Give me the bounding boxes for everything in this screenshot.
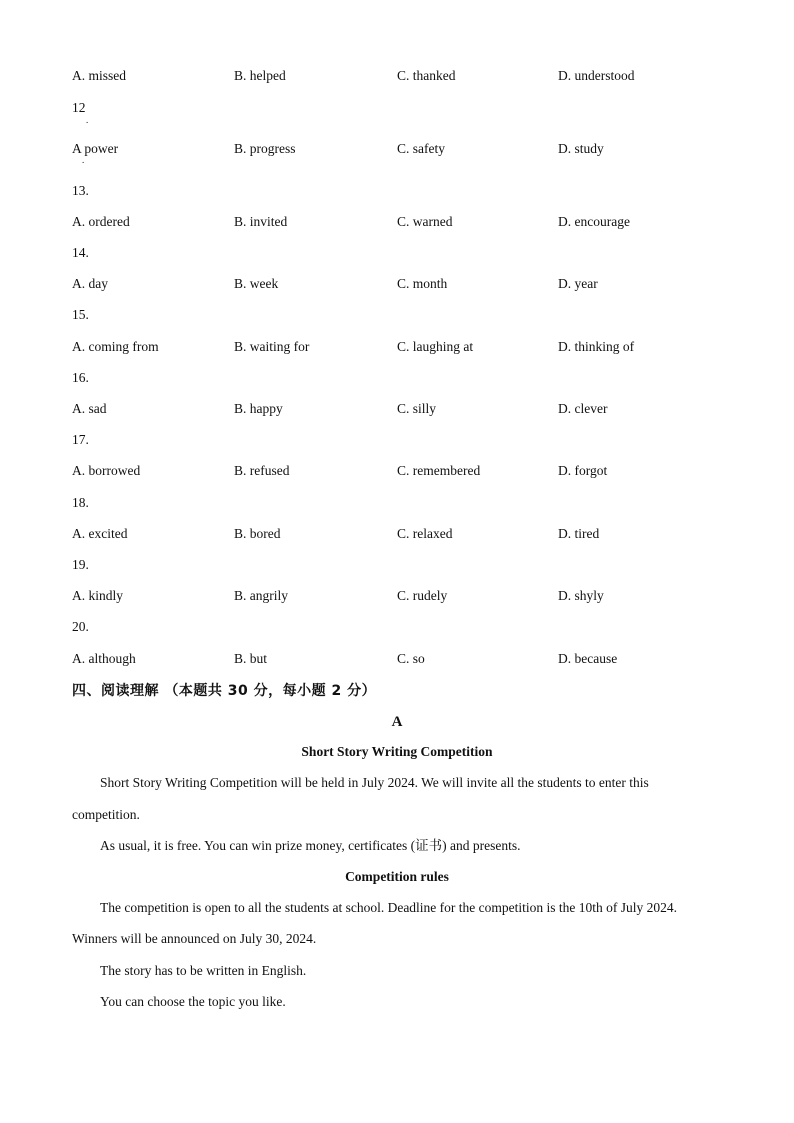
option-d: D. understood <box>558 68 635 83</box>
rules-heading: Competition rules <box>345 869 449 884</box>
question-number-16: 16. <box>72 370 89 385</box>
paragraph-1-line-1: Short Story Writing Competition will be held in July 2024. We will invite all the students to enter this <box>100 775 649 790</box>
option-c: C. so <box>397 651 425 666</box>
option-d: D. year <box>558 276 598 291</box>
option-b: B. happy <box>234 401 283 416</box>
option-b: B. bored <box>234 526 281 541</box>
option-row-20 <box>72 650 732 668</box>
option-d: D. tired <box>558 526 600 541</box>
option-a: A. ordered <box>72 214 130 229</box>
option-row-17 <box>72 462 732 480</box>
option-a: A. coming from <box>72 339 159 354</box>
option-c: C. month <box>397 276 448 291</box>
option-row-14 <box>72 275 732 293</box>
option-a: A power <box>72 141 119 156</box>
paragraph-1-line-2: competition. <box>72 807 140 822</box>
option-a: A. missed <box>72 68 126 83</box>
option-b: B. angrily <box>234 588 288 603</box>
option-b: B. waiting for <box>234 339 310 354</box>
question-number-17: 17. <box>72 432 89 447</box>
rule-3: You can choose the topic you like. <box>100 994 286 1009</box>
option-b: B. week <box>234 276 279 291</box>
option-d: D. study <box>558 141 604 156</box>
dot-mark: . <box>82 155 85 165</box>
option-d: D. clever <box>558 401 608 416</box>
option-a: A. borrowed <box>72 463 141 478</box>
option-b: B. progress <box>234 141 296 156</box>
option-d: D. because <box>558 651 618 666</box>
question-number-12: 12 <box>72 100 86 115</box>
option-row-12 <box>72 140 732 158</box>
option-a: A. day <box>72 276 108 291</box>
option-c: C. warned <box>397 214 453 229</box>
option-a: A. kindly <box>72 588 124 603</box>
option-b: B. but <box>234 651 268 666</box>
passage-label: A <box>391 714 403 730</box>
option-d: D. shyly <box>558 588 604 603</box>
option-d: D. encourage <box>558 214 630 229</box>
rule-1-line-2: Winners will be announced on July 30, 2024. <box>72 931 317 946</box>
option-a: A. excited <box>72 526 128 541</box>
option-c: C. remembered <box>397 463 481 478</box>
option-c: C. relaxed <box>397 526 453 541</box>
option-c: C. safety <box>397 141 445 156</box>
option-c: C. thanked <box>397 68 456 83</box>
question-number-20: 20. <box>72 619 89 634</box>
option-row-15 <box>72 338 732 356</box>
option-a: A. although <box>72 651 136 666</box>
rule-1-line-1: The competition is open to all the students at school. Deadline for the competition is the 10th of July 2024. <box>100 900 678 915</box>
dot-mark: . <box>86 115 89 125</box>
option-c: C. laughing at <box>397 339 474 354</box>
option-c: C. rudely <box>397 588 448 603</box>
passage-heading: Short Story Writing Competition <box>301 744 493 759</box>
option-b: B. refused <box>234 463 290 478</box>
option-d: D. thinking of <box>558 339 635 354</box>
option-c: C. silly <box>397 401 437 416</box>
option-b: B. invited <box>234 214 288 229</box>
paragraph-2: As usual, it is free. You can win prize money, certificates (证书) and presents. <box>100 838 521 853</box>
question-number-14: 14. <box>72 245 89 260</box>
question-number-18: 18. <box>72 495 89 510</box>
option-row-13 <box>72 213 732 231</box>
option-d: D. forgot <box>558 463 608 478</box>
option-row-19 <box>72 587 732 605</box>
option-row-11 <box>72 67 732 85</box>
question-number-19: 19. <box>72 557 89 572</box>
option-a: A. sad <box>72 401 107 416</box>
question-number-13: 13. <box>72 183 89 198</box>
option-b: B. helped <box>234 68 286 83</box>
question-number-15: 15. <box>72 307 89 322</box>
section-title: 四、阅读理解 （本题共 30 分，每小题 2 分） <box>72 683 377 699</box>
option-row-16 <box>72 400 732 418</box>
option-row-18 <box>72 525 732 543</box>
rule-2: The story has to be written in English. <box>100 963 307 978</box>
